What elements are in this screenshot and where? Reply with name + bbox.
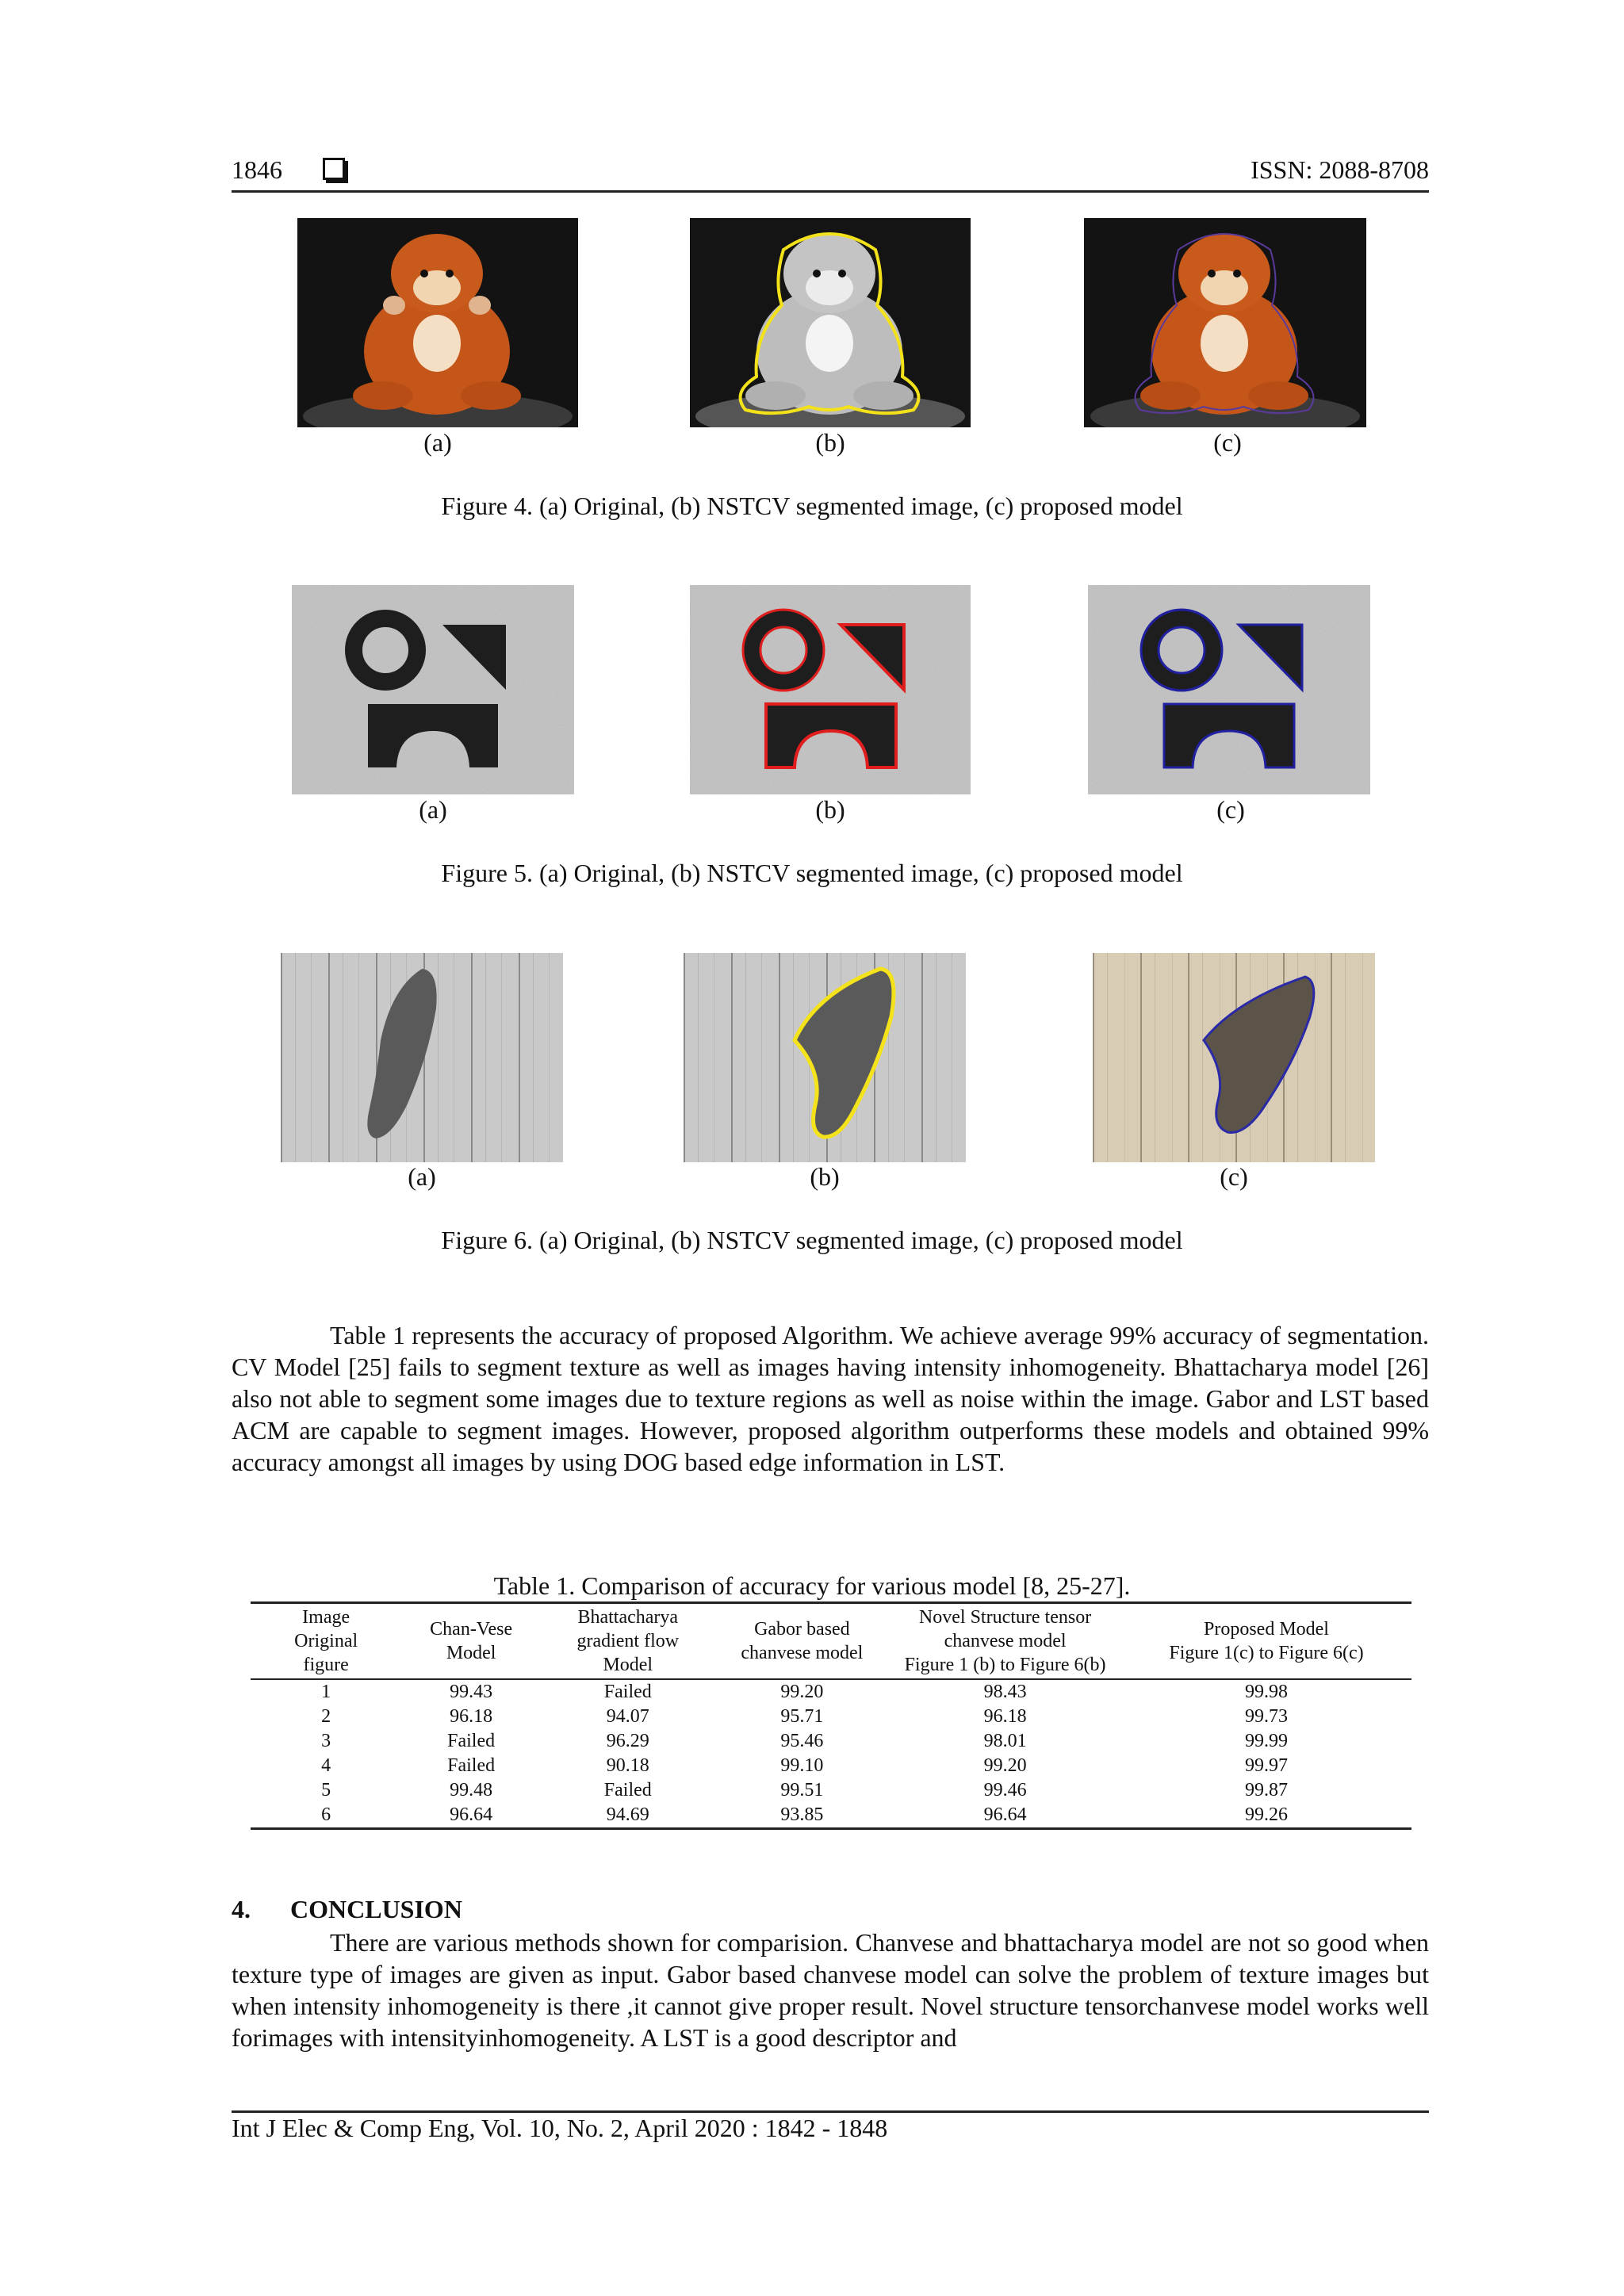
conclusion-paragraph: [232, 1927, 1429, 2053]
figure-6-caption: Figure 6. (a) Original, (b) NSTCV segmented image, (c) proposed model: [441, 1226, 1183, 1254]
figure-4a-label: (a): [423, 428, 452, 457]
table-header: Novel Structure tensor chanvese model Figure 1 (b) to Figure 6(b): [889, 1603, 1121, 1680]
figure-5a-image: [292, 585, 574, 794]
table-row: 6 96.64 94.69 93.85 96.64 99.26: [251, 1803, 1411, 1829]
accuracy-table: [251, 1601, 1411, 1830]
page-number: 1846: [232, 155, 282, 184]
table-header-row: [251, 1603, 1411, 1680]
figure-4a-image: [297, 218, 578, 427]
figure-4-caption: Figure 4. (a) Original, (b) NSTCV segmented image, (c) proposed model: [441, 492, 1183, 520]
footer-divider: [232, 2110, 1429, 2113]
figure-6c-image: [1093, 953, 1375, 1162]
table-row: 3 Failed 96.29 95.46 98.01 99.99: [321, 1731, 1288, 1751]
table-row: 5 99.48 Failed 99.51 99.46 99.87: [321, 1780, 1288, 1800]
section-number: 4.: [232, 1895, 251, 1923]
figure-4c-image: [1084, 218, 1366, 427]
table-header: Image Original figure: [251, 1603, 401, 1680]
figure-6c-label: (c): [1220, 1162, 1248, 1191]
table-title: Table 1. Comparison of accuracy for various model [8, 25-27].: [493, 1571, 1131, 1600]
table-header: Gabor based chanvese model: [715, 1603, 890, 1680]
header-divider: [232, 190, 1429, 193]
table-header: Bhattacharya gradient flow Model: [541, 1603, 715, 1680]
body-paragraph-text: Table 1 represents the accuracy of proposed Algorithm. We achieve average 99% accuracy of segmentation. CV Model [25] fails to segment texture as well as images having intensity inhomogeneity. Bhattacharya model [26] also not able to segment some images due to texture regions as well as noise within the image. Gabor and LST based ACM are capable to segment images. However, proposed algorithm outperforms these models and obtained 99% accuracy amongst all images by using DOG based edge information in LST.: [232, 1321, 1429, 1476]
table-header: Proposed Model Figure 1(c) to Figure 6(c): [1121, 1603, 1411, 1680]
figure-6a-label: (a): [408, 1162, 436, 1191]
table-row: 2 96.18 94.07 95.71 96.18 99.73: [321, 1706, 1288, 1727]
figure-5b-image: [690, 585, 971, 794]
figure-5b-label: (b): [815, 795, 845, 824]
figure-5a-label: (a): [419, 795, 447, 824]
figure-6b-label: (b): [810, 1162, 840, 1191]
figure-5c-label: (c): [1216, 795, 1245, 824]
figure-4c-label: (c): [1213, 428, 1242, 457]
section-title: CONCLUSION: [290, 1895, 462, 1923]
issn: ISSN: 2088-8708: [1251, 155, 1429, 184]
body-paragraph: [232, 1319, 1429, 1478]
figure-6b-image: [684, 953, 966, 1162]
footer-citation: Int J Elec & Comp Eng, Vol. 10, No. 2, April 2020 : 1842 - 1848: [232, 2114, 888, 2142]
table-header: Chan-Vese Model: [401, 1603, 541, 1680]
table-row: 4 Failed 90.18 99.10 99.20 99.97: [321, 1755, 1288, 1776]
conclusion-text: There are various methods shown for comparision. Chanvese and bhattacharya model are not so good when texture type of images are given as input. Gabor based chanvese model can solve the problem of texture images but when intensity inhomogeneity is there ,it cannot give proper result. Novel structure tensorchanvese model works well forimages with intensityinhomogeneity. A LST is a good descriptor and: [232, 1928, 1429, 2052]
figure-5c-image: [1088, 585, 1370, 794]
table-row: 1 99.43 Failed 99.20 98.43 99.98: [321, 1682, 1288, 1702]
square-bullet-icon: [323, 158, 345, 180]
figure-4b-label: (b): [815, 428, 845, 457]
figure-4b-image: [690, 218, 971, 427]
figure-6a-image: [281, 953, 563, 1162]
figure-5-caption: Figure 5. (a) Original, (b) NSTCV segmented image, (c) proposed model: [441, 859, 1183, 887]
section-heading: [232, 1895, 462, 1924]
